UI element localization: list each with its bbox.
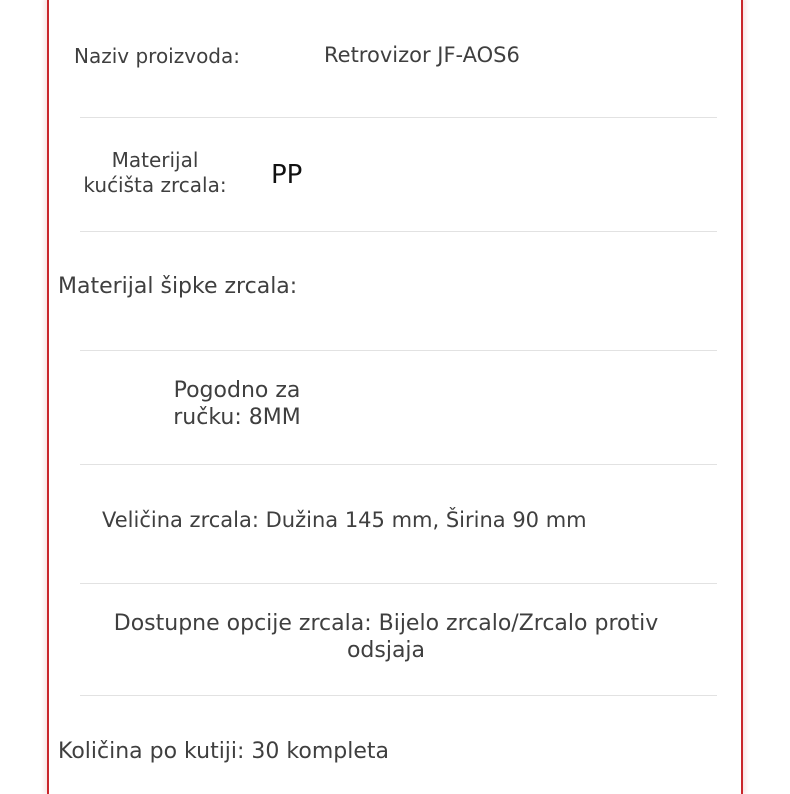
- row-divider: [80, 231, 717, 232]
- quantity-per-box-text: Količina po kutiji: 30 kompleta: [58, 739, 389, 764]
- row-divider: [80, 350, 717, 351]
- mirror-options-text: Dostupne opcije zrcala: Bijelo zrcalo/Zrcalo protiv odsjaja: [113, 611, 659, 663]
- spec-card-frame: [47, 0, 743, 794]
- housing-material-value: PP: [271, 160, 303, 190]
- row-divider: [80, 695, 717, 696]
- row-divider: [80, 117, 717, 118]
- row-divider: [80, 583, 717, 584]
- housing-material-label: Materijal kućišta zrcala:: [83, 148, 227, 197]
- row-divider: [80, 464, 717, 465]
- mirror-size-text: Veličina zrcala: Dužina 145 mm, Širina 90 mm: [102, 508, 587, 532]
- rod-material-label: Materijal šipke zrcala:: [58, 274, 298, 299]
- product-name-label: Naziv proizvoda:: [74, 44, 240, 68]
- product-name-value: Retrovizor JF-AOS6: [324, 43, 520, 67]
- handle-fit-text: Pogodno za ručku: 8MM: [173, 378, 301, 430]
